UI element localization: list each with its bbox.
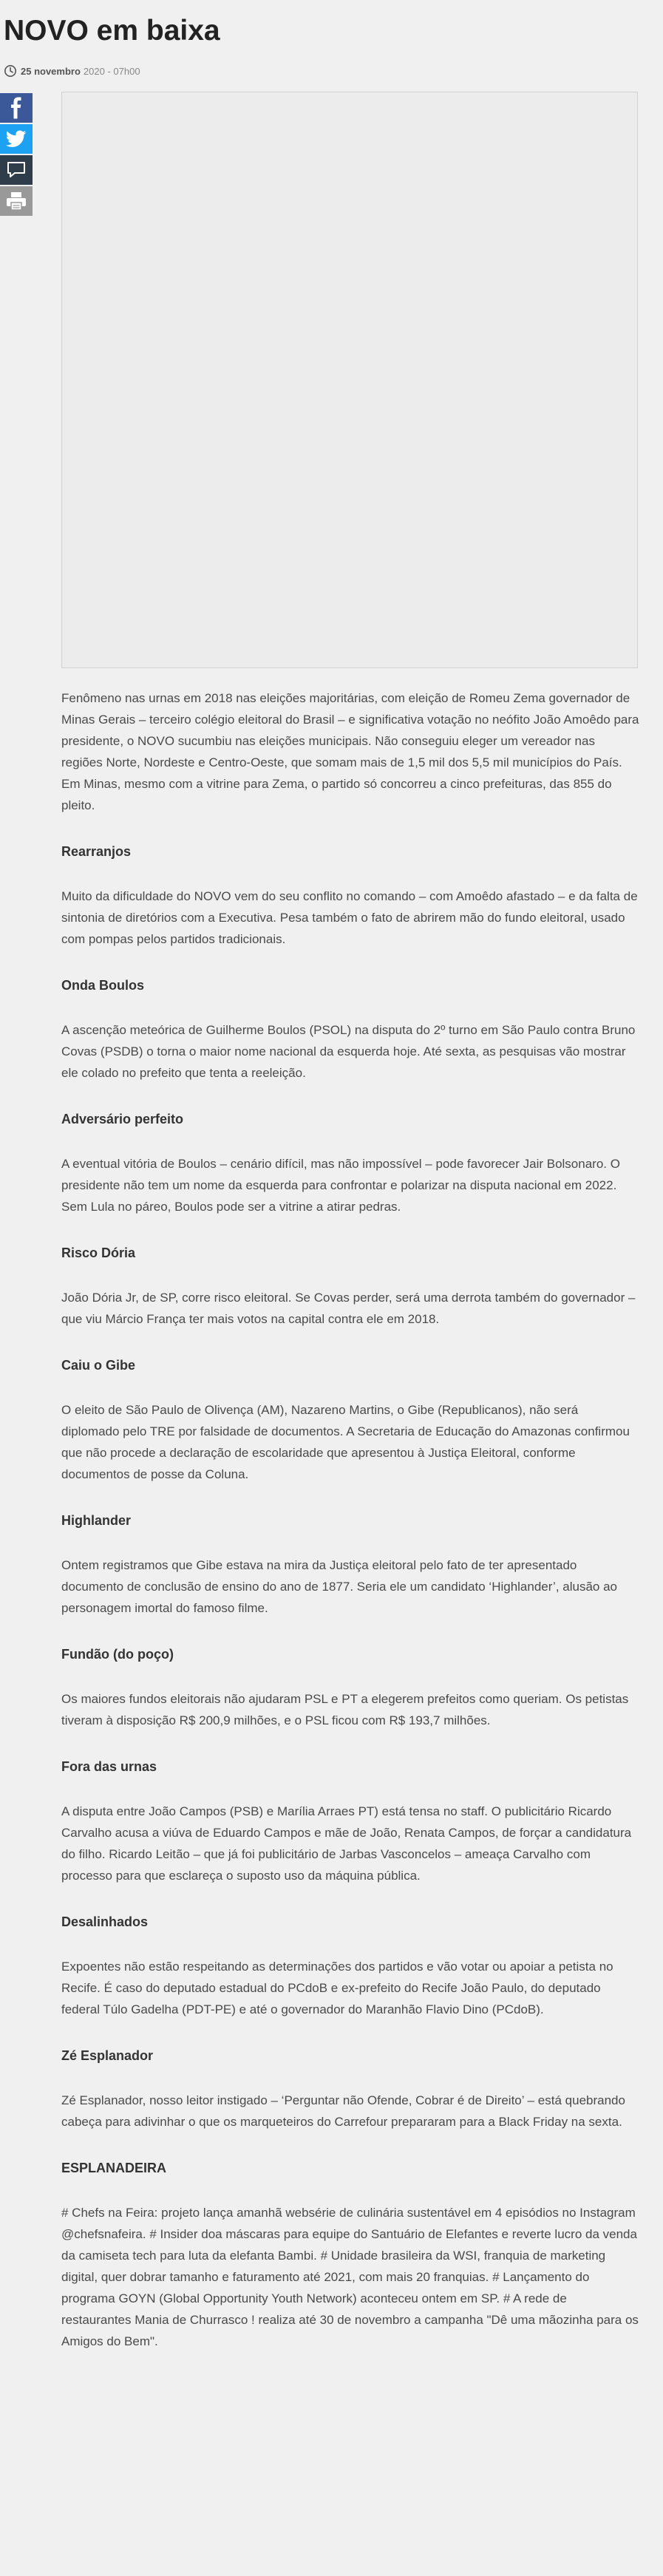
print-button[interactable]: [0, 186, 33, 216]
section-heading-fora-das-urnas: Fora das urnas: [61, 1759, 157, 1774]
section-heading-desalinhados: Desalinhados: [61, 1914, 149, 1929]
comment-icon: [7, 161, 26, 179]
article-intro: Fenômeno nas urnas em 2018 nas eleições majoritárias, com eleição de Romeu Zema governador de Minas Gerais – terceiro colégio eleitoral do Brasil – e significativa votação no neófito João Amoêdo para presidente, o NOVO sucumbiu nas eleições municipais. Não conseguiu eleger um vereador nas regiões Norte, Nordeste e Centro-Oeste, que somam mais de 1,5 mil dos 5,5 mil municípios do País. Em Minas, mesmo com a vitrine para Zema, o partido só concorreu a cinco prefeituras, das 855 do pleito.: [61, 691, 639, 812]
comments-button[interactable]: [0, 155, 33, 185]
section-heading-fundao: Fundão (do poço): [61, 1647, 174, 1662]
facebook-icon: [8, 97, 24, 119]
section-heading-risco-doria: Risco Dória: [61, 1245, 136, 1260]
twitter-icon: [6, 130, 27, 148]
facebook-share-button[interactable]: [0, 93, 33, 123]
section-text-fundao: Os maiores fundos eleitorais não ajudaram PSL e PT a elegerem prefeitos como queriam. Os petistas tiveram à disposição R$ 200,9 milhões, e o PSL ficou com R$ 193,7 milhões.: [61, 1692, 629, 1727]
section-heading-onda-boulos: Onda Boulos: [61, 978, 144, 993]
article-title: NOVO em baixa: [4, 15, 220, 47]
section-text-fora-das-urnas: A disputa entre João Campos (PSB) e Marília Arraes PT) está tensa no staff. O publicitário Ricardo Carvalho acusa a viúva de Eduardo Campos e mãe de João, Renata Campos, de forçar a candidatura do filho. Ricardo Leitão – que já foi publicitário de Jarbas Vasconcelos – ameaça Carvalho com processo para que esclareça o suposto uso da máquina pública.: [61, 1804, 632, 1883]
section-text-risco-doria: João Dória Jr, de SP, corre risco eleitoral. Se Covas perder, será uma derrota também do governador – que viu Márcio França ter mais votos na capital contra ele em 2018.: [61, 1291, 636, 1326]
print-icon: [6, 191, 27, 211]
section-text-ze-esplanador: Zé Esplanador, nosso leitor instigado – ‘Perguntar não Ofende, Cobrar é de Direito’ – está quebrando cabeça para adivinhar o que os marqueteiros do Carrefour prepararam para a Black Friday na sexta.: [61, 2093, 625, 2129]
section-heading-esplanadeira: ESPLANADEIRA: [61, 2161, 167, 2175]
section-heading-adversario-perfeito: Adversário perfeito: [61, 1112, 184, 1126]
section-heading-caiu-o-gibe: Caiu o Gibe: [61, 1358, 136, 1373]
section-text-rearranjos: Muito da dificuldade do NOVO vem do seu conflito no comando – com Amoêdo afastado – e da falta de sintonia de diretórios com a Executiva. Pesa também o fato de abrirem mão do fundo eleitoral, usado com pompas pelos partidos tradicionais.: [61, 889, 638, 946]
article-body: [61, 687, 639, 2377]
section-text-caiu-o-gibe: O eleito de São Paulo de Olivença (AM), Nazareno Martins, o Gibe (Republicanos), não será diplomado pelo TRE por falsidade de documentos. A Secretaria de Educação do Amazonas confirmou que não procede a declaração de escolaridade que apresentou à Justiça Eleitoral, conforme documentos de posse da Coluna.: [61, 1403, 630, 1481]
section-text-highlander: Ontem registramos que Gibe estava na mira da Justiça eleitoral pelo fato de ter apresentado documento de conclusão de ensino do ano de 1877. Seria ele um candidato ‘Highlander’, alusão ao personagem imortal do famoso filme.: [61, 1558, 617, 1615]
section-text-desalinhados: Expoentes não estão respeitando as determinações dos partidos e vão votar ou apoiar a petista no Recife. É caso do deputado estadual do PCdoB e ex-prefeito do Recife João Paulo, do deputado federal Túlo Gadelha (PDT-PE) e até o governador do Maranhão Flavio Dino (PCdoB).: [61, 1960, 613, 2016]
section-heading-ze-esplanador: Zé Esplanador: [61, 2048, 154, 2063]
clock-icon: [4, 64, 17, 78]
section-text-adversario-perfeito: A eventual vitória de Boulos – cenário difícil, mas não impossível – pode favorecer Jair Bolsonaro. O presidente não tem um nome da esquerda para confrontar e polarizar na disputa nacional em 2022. Sem Lula no páreo, Boulos pode ser a vitrine a atirar pedras.: [61, 1157, 620, 1214]
section-heading-highlander: Highlander: [61, 1513, 132, 1528]
article-year-time: 2020 - 07h00: [83, 65, 140, 77]
section-text-onda-boulos: A ascenção meteórica de Guilherme Boulos (PSOL) na disputa do 2º turno em São Paulo contra Bruno Covas (PSDB) o torna o maior nome nacional da esquerda hoje. Até sexta, as pesquisas vão mostrar ele colado no prefeito que tenta a reeleição.: [61, 1023, 636, 1080]
article-meta: [4, 64, 140, 78]
article-image: [61, 92, 638, 668]
twitter-share-button[interactable]: [0, 124, 33, 154]
section-text-esplanadeira: # Chefs na Feira: projeto lança amanhã websérie de culinária sustentável em 4 episódios no Instagram @chefsnafeira. # Insider doa máscaras para equipe do Santuário de Elefantes e reverte lucro da venda da camiseta tech para luta da elefanta Bambi. # Unidade brasileira da WSI, franquia de marketing digital, quer dobrar tamanho e faturamento até 2021, com mais 20 franquias. # Lançamento do programa GOYN (Global Opportunity Youth Network) aconteceu ontem em SP. # A rede de restaurantes Mania de Churrasco ! realiza até 30 de novembro a campanha "Dê uma mãozinha para os Amigos do Bem".: [61, 2206, 639, 2348]
share-bar: [0, 93, 33, 217]
section-heading-rearranjos: Rearranjos: [61, 844, 132, 859]
article-date: 25 novembro: [21, 65, 81, 77]
